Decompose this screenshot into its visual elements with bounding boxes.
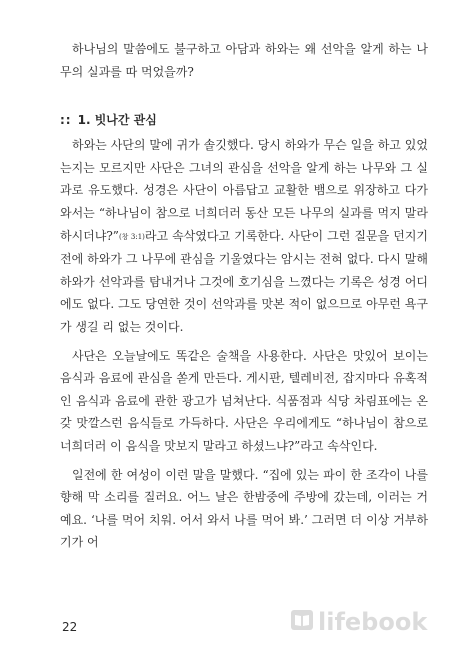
section-title: 1. 빗나간 관심 [77,113,157,128]
paragraph-3: 일전에 한 여성이 이런 말을 말했다. “집에 있는 파이 한 조각이 나를 향해 막 소리를 질러요. 어느 날은 한밤중에 주방에 갔는데, 이러는 거예요. ‘나를 먹어 치워. 어서 와서 나를 먹어 봐.’ 그러면 더 이상 거부하기가 어 [60,467,428,550]
book-icon [290,609,314,635]
bible-reference: (창 3:1) [118,232,145,241]
intro-paragraph: 하나님의 말씀에도 불구하고 아담과 하와는 왜 선악을 알게 하는 나무의 실과를 따 먹었을까? [60,42,428,79]
section-heading [60,111,428,128]
paragraph-1-text-b: 라고 속삭였다고 기록한다. 사단이 그런 질문을 던지기 전에 하와가 그 나무에 관심을 기울였다는 암시는 전혀 없다. 다시 말해 하와가 선악과를 탐내거나 그것에 호기심을 느꼈다는 기록은 성경 어디에도 없다. 그도 당연한 것이 선악과를 맛본 적이 없으므로 아무런 욕구가 생길 리 없는 것이다. [60,228,428,334]
page-body [60,38,428,560]
watermark-text: lifebook [318,608,428,636]
paragraph-1-text-a: 하와는 사단의 말에 귀가 솔깃했다. 당시 하와가 무슨 일을 하고 있었는지는 모르지만 사단은 그녀의 관심을 선악을 알게 하는 나무와 그 실과로 유도했다. 성경은 사단이 아름답고 교활한 뱀으로 위장하고 다가와서는 “하나님이 참으로 너희더러 동산 모든 나무의 실과를 먹지 말라 하시더냐?” [60,138,428,243]
paragraph-1 [60,134,428,338]
paragraph-2: 사단은 오늘날에도 똑같은 술책을 사용한다. 사단은 맛있어 보이는 음식과 음료에 관심을 쏟게 만든다. 게시판, 텔레비전, 잡지마다 유혹적인 음식과 음료에 관한 광고가 넘쳐난다. 식품점과 식당 차림표에는 온갖 맛깔스런 음식들로 가득하다. 사단은 우리에게도 “하나님이 참으로 너희더러 이 음식을 맛보지 말라고 하셨느냐?”라고 속삭인다. [60,348,428,453]
page-number: 22 [62,620,78,634]
section-mark: :: [60,112,72,127]
watermark [290,608,427,636]
